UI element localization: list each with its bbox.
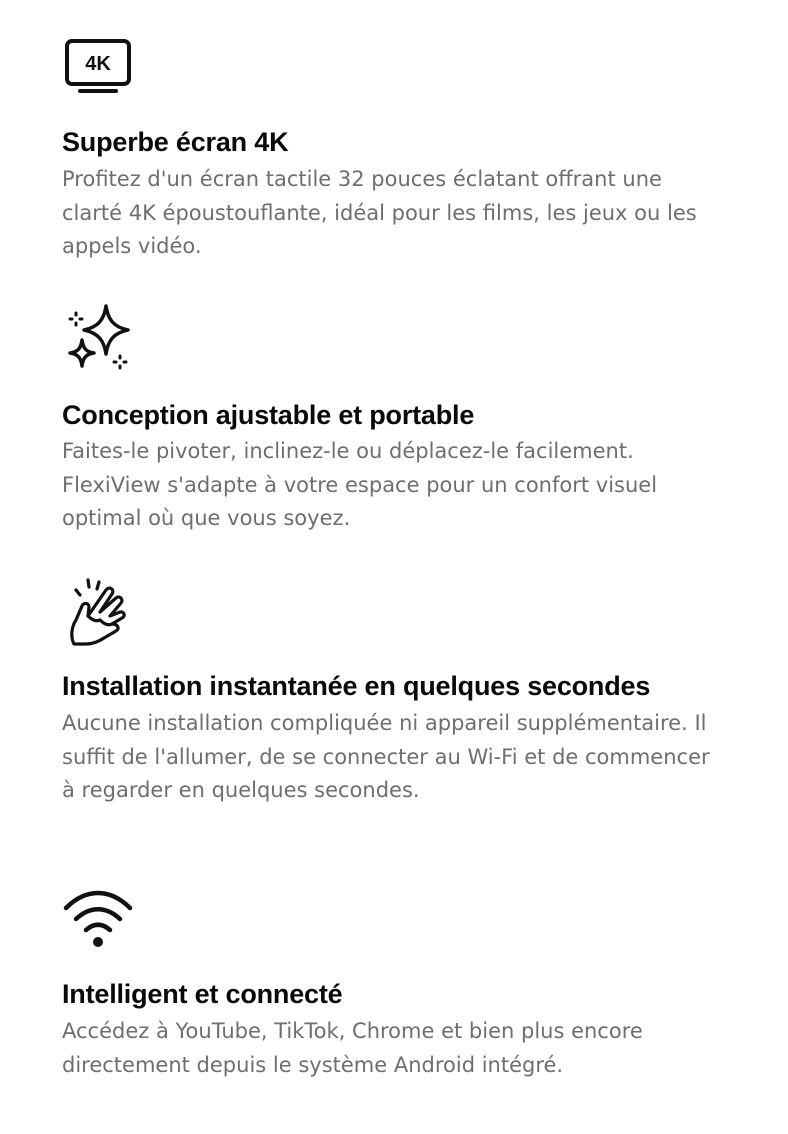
feature-description: Accédez à YouTube, TikTok, Chrome et bien plus encore directement depuis le système Android intégré.: [62, 1019, 643, 1077]
feature-adjustable-design: [62, 302, 742, 538]
4k-tv-icon: [64, 38, 136, 110]
feature-4k-display: [62, 36, 742, 266]
feature-description: Faites-le pivoter, inclinez-le ou déplacez-le facilement. FlexiView s'adapte à votre espace pour un confort visuel optimal où que vous soyez.: [62, 439, 658, 530]
feature-title: Installation instantanée en quelques secondes: [62, 671, 651, 701]
wifi-icon: [62, 888, 134, 960]
feature-title: Intelligent et connecté: [62, 979, 343, 1009]
feature-smart-connected: [62, 886, 742, 1086]
feature-description: Profitez d'un écran tactile 32 pouces éclatant offrant une clarté 4K époustouflante, idéal pour les films, les jeux ou les appels vidéo.: [62, 167, 697, 258]
feature-title: Conception ajustable et portable: [62, 400, 475, 430]
feature-instant-setup: [62, 574, 742, 846]
feature-title: Superbe écran 4K: [62, 127, 289, 157]
sparkles-icon: [64, 302, 136, 374]
feature-description: Aucune installation compliquée ni appareil supplémentaire. Il suffit de l'allumer, de se connecter au Wi-Fi et de commencer à regarder en quelques secondes.: [62, 711, 710, 802]
finger-snap-icon: [66, 576, 138, 648]
4k-badge-label: 4K: [85, 53, 111, 75]
